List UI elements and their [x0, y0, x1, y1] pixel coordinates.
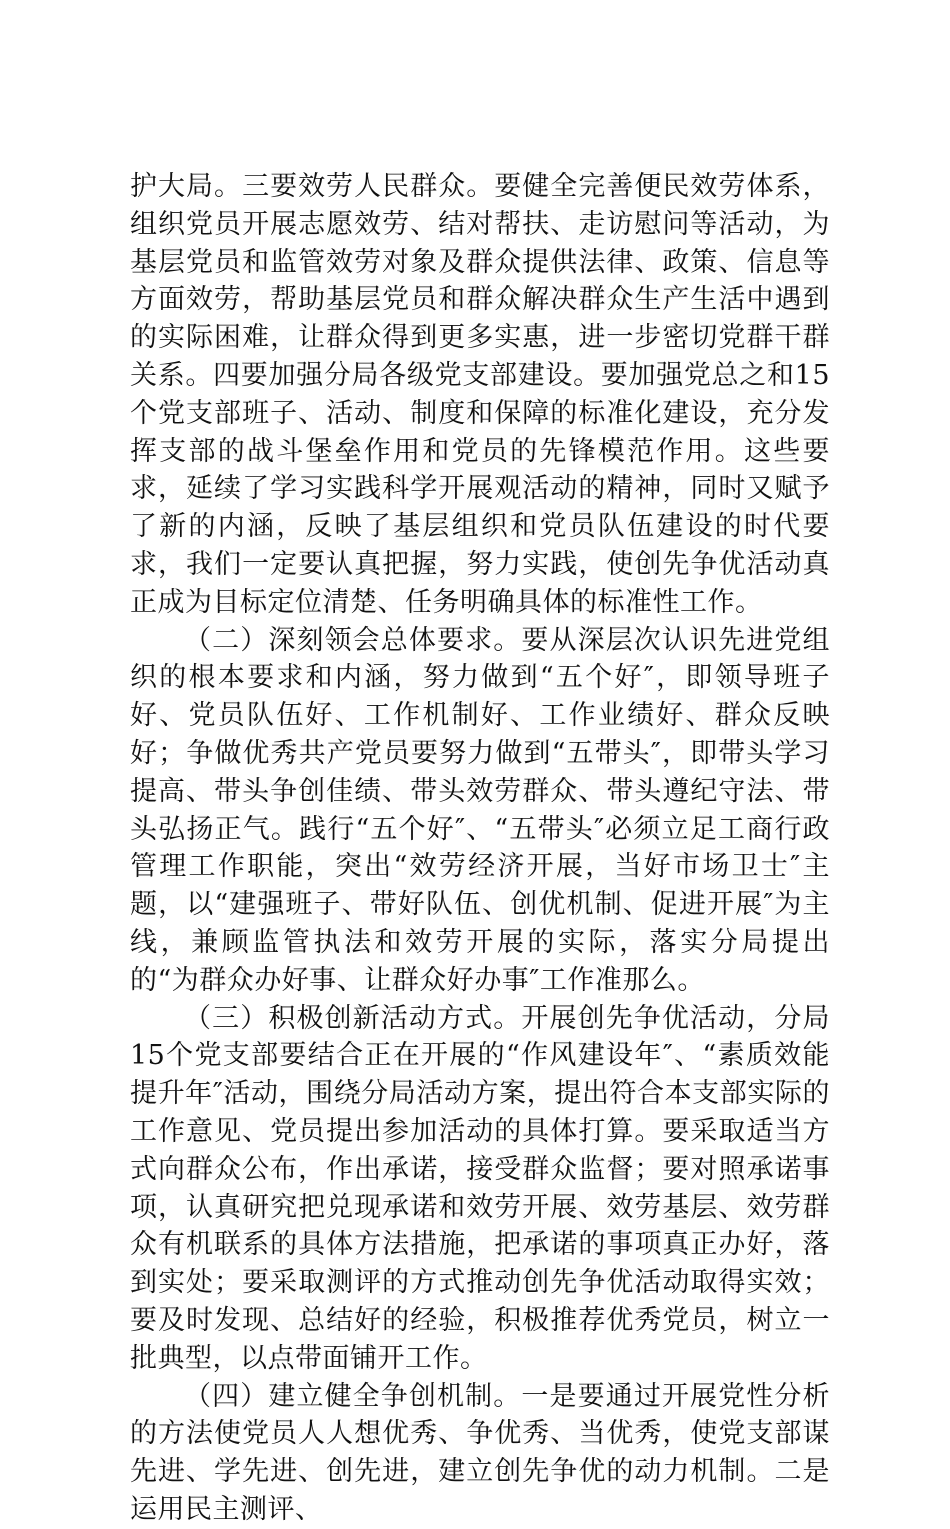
paragraph-innovate-activities: （三）积极创新活动方式。开展创先争优活动，分局15个党支部要结合正在开展的“作风建设年″、“素质效能提升年″活动，围绕分局活动方案，提出符合本支部实际的工作意见、党员提出参加活动的具体打算。要采取适当方式向群众公布，作出承诺，接受群众监督；要对照承诺事项，认真研究把兑现承诺和效劳开展、效劳基层、效劳群众有机联系的具体方法措施，把承诺的事项真正办好，落到实处；要采取测评的方式推动创先争优活动取得实效；要及时发现、总结好的经验，积极推荐优秀党员，树立一批典型，以点带面铺开工作。: [130, 1002, 830, 1374]
paragraph-service-people: 护大局。三要效劳人民群众。要健全完善便民效劳体系，组织党员开展志愿效劳、结对帮扶、走访慰问等活动，为基层党员和监管效劳对象及群众提供法律、政策、信息等方面效劳，帮助基层党员和群众解决群众生产生活中遇到的实际困难，让群众得到更多实惠，进一步密切党群干群关系。四要加强分局各级党支部建设。要加强党总之和15个党支部班子、活动、制度和保障的标准化建设，充分发挥支部的战斗堡垒作用和党员的先锋模范作用。这些要求，延续了学习实践科学开展观活动的精神，同时又赋予了新的内涵，反映了基层组织和党员队伍建设的时代要求，我们一定要认真把握，努力实践，使创先争优活动真正成为目标定位清楚、任务明确具体的标准性工作。: [130, 171, 830, 618]
paragraph-overall-requirements: （二）深刻领会总体要求。要从深层次认识先进党组织的根本要求和内涵，努力做到“五个好″，即领导班子好、党员队伍好、工作机制好、工作业绩好、群众反映好；争做优秀共产党员要努力做到“五带头″，即带头学习提高、带头争创佳绩、带头效劳群众、带头遵纪守法、带头弘扬正气。践行“五个好″、“五带头″必须立足工商行政管理工作职能，突出“效劳经济开展，当好市场卫士″主题，以“建强班子、带好队伍、创优机制、促进开展″为主线，兼顾监管执法和效劳开展的实际，落实分局提出的“为群众办好事、让群众好办事″工作准那么。: [130, 624, 830, 996]
document-body: [130, 168, 830, 1529]
paragraph-establish-mechanism: （四）建立健全争创机制。一是要通过开展党性分析的方法使党员人人想优秀、争优秀、当优秀，使党支部谋先进、学先进、创先进，建立创先争优的动力机制。二是运用民主测评、: [130, 1380, 830, 1525]
